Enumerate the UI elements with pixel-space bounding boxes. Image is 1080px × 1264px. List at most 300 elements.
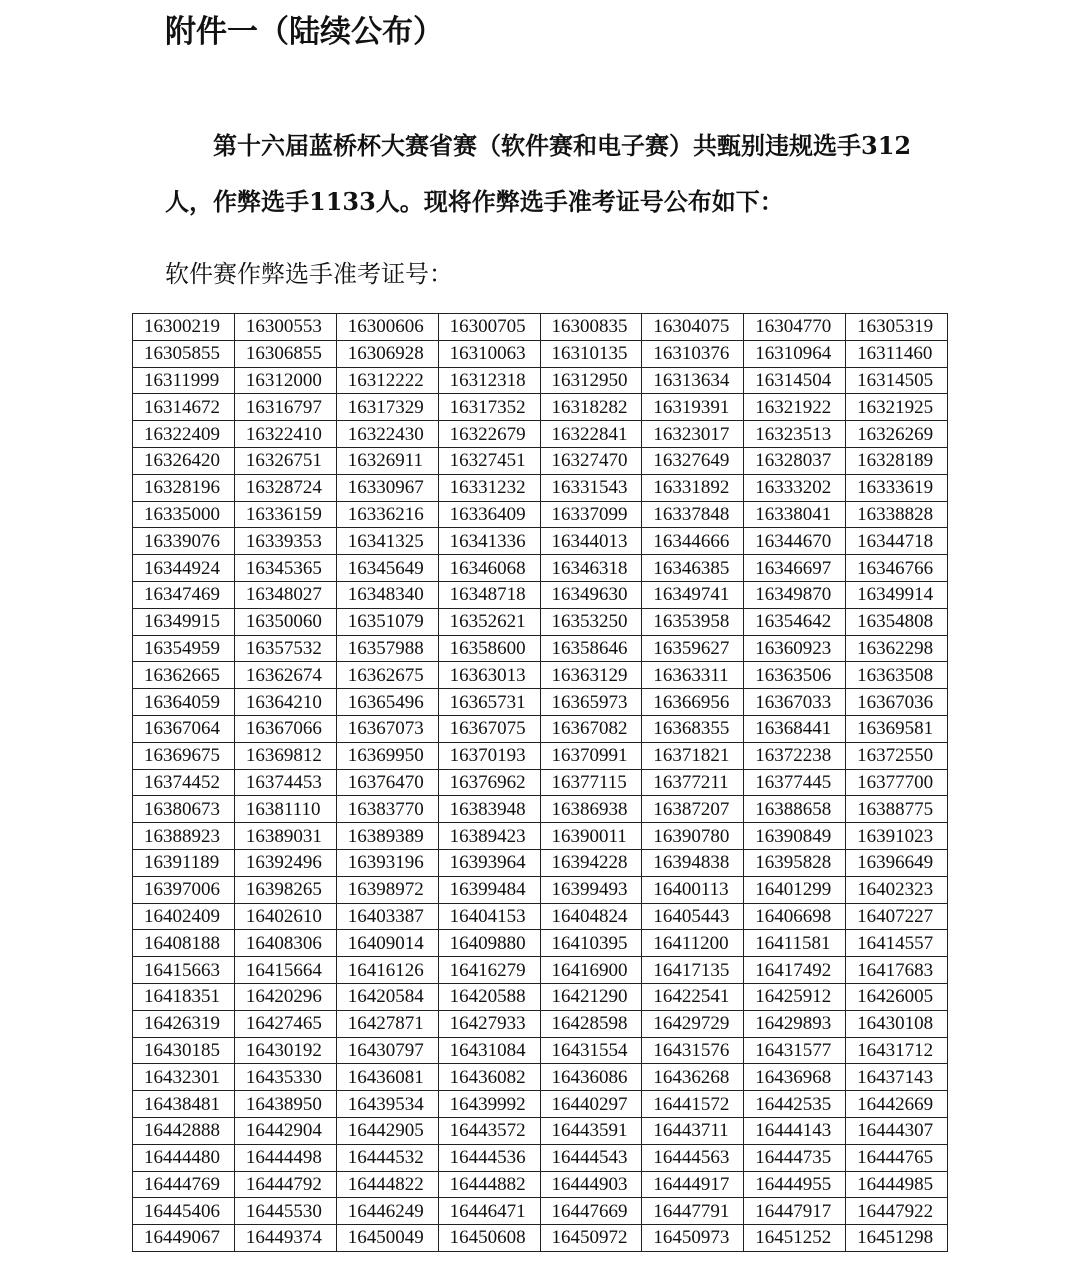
section-subheading: 软件赛作弊选手准考证号： [165, 260, 453, 288]
table-cell: 16438950 [234, 1091, 336, 1118]
table-cell: 16326751 [234, 447, 336, 474]
table-cell: 16328196 [133, 474, 235, 501]
table-cell: 16435330 [234, 1064, 336, 1091]
table-cell: 16428598 [540, 1010, 642, 1037]
table-cell: 16323513 [744, 421, 846, 448]
table-cell: 16313634 [642, 367, 744, 394]
table-cell: 16447791 [642, 1198, 744, 1225]
table-row [133, 662, 948, 689]
table-cell: 16402409 [133, 903, 235, 930]
table-cell: 16372550 [846, 742, 948, 769]
table-cell: 16402323 [846, 876, 948, 903]
table-cell: 16415663 [133, 957, 235, 984]
table-cell: 16430108 [846, 1010, 948, 1037]
table-row [133, 581, 948, 608]
table-cell: 16344670 [744, 528, 846, 555]
table-cell: 16439992 [438, 1091, 540, 1118]
table-cell: 16328189 [846, 447, 948, 474]
table-cell: 16438481 [133, 1091, 235, 1118]
table-cell: 16359627 [642, 635, 744, 662]
table-cell: 16341325 [336, 528, 438, 555]
table-cell: 16390011 [540, 823, 642, 850]
table-cell: 16348027 [234, 581, 336, 608]
table-cell: 16312950 [540, 367, 642, 394]
table-cell: 16444532 [336, 1144, 438, 1171]
table-cell: 16364059 [133, 689, 235, 716]
notice-paragraph-line-1: 第十六届蓝桥杯大赛省赛（软件赛和电子赛）共甄别违规选手312 [213, 131, 912, 160]
table-cell: 16328037 [744, 447, 846, 474]
table-cell: 16363311 [642, 662, 744, 689]
table-cell: 16339353 [234, 528, 336, 555]
table-row [133, 903, 948, 930]
table-cell: 16440297 [540, 1091, 642, 1118]
table-cell: 16314505 [846, 367, 948, 394]
table-cell: 16364210 [234, 689, 336, 716]
table-cell: 16326269 [846, 421, 948, 448]
table-row [133, 447, 948, 474]
table-cell: 16442535 [744, 1091, 846, 1118]
table-row [133, 742, 948, 769]
table-cell: 16374452 [133, 769, 235, 796]
table-cell: 16350060 [234, 608, 336, 635]
table-cell: 16411581 [744, 930, 846, 957]
table-cell: 16306855 [234, 340, 336, 367]
table-cell: 16442905 [336, 1117, 438, 1144]
table-cell: 16326911 [336, 447, 438, 474]
table-cell: 16346766 [846, 555, 948, 582]
table-cell: 16427871 [336, 1010, 438, 1037]
table-cell: 16414557 [846, 930, 948, 957]
table-cell: 16392496 [234, 849, 336, 876]
table-cell: 16391023 [846, 823, 948, 850]
table-cell: 16391189 [133, 849, 235, 876]
table-cell: 16344013 [540, 528, 642, 555]
table-cell: 16322430 [336, 421, 438, 448]
table-cell: 16402610 [234, 903, 336, 930]
table-cell: 16447917 [744, 1198, 846, 1225]
table-cell: 16417135 [642, 957, 744, 984]
table-cell: 16444143 [744, 1117, 846, 1144]
table-row [133, 957, 948, 984]
table-cell: 16446471 [438, 1198, 540, 1225]
table-cell: 16336216 [336, 501, 438, 528]
table-row [133, 1037, 948, 1064]
table-cell: 16371821 [642, 742, 744, 769]
table-cell: 16444792 [234, 1171, 336, 1198]
table-cell: 16331232 [438, 474, 540, 501]
table-cell: 16367082 [540, 715, 642, 742]
table-cell: 16426319 [133, 1010, 235, 1037]
table-cell: 16431554 [540, 1037, 642, 1064]
table-row [133, 823, 948, 850]
table-row [133, 876, 948, 903]
table-cell: 16439534 [336, 1091, 438, 1118]
table-cell: 16399493 [540, 876, 642, 903]
table-cell: 16370193 [438, 742, 540, 769]
table-cell: 16368441 [744, 715, 846, 742]
table-cell: 16422541 [642, 983, 744, 1010]
table-cell: 16327649 [642, 447, 744, 474]
table-cell: 16418351 [133, 983, 235, 1010]
table-cell: 16321925 [846, 394, 948, 421]
table-row [133, 1225, 948, 1252]
table-cell: 16376962 [438, 769, 540, 796]
table-cell: 16396649 [846, 849, 948, 876]
candidate-id-table [132, 313, 948, 1252]
table-cell: 16367073 [336, 715, 438, 742]
table-cell: 16344666 [642, 528, 744, 555]
table-cell: 16430185 [133, 1037, 235, 1064]
table-cell: 16344924 [133, 555, 235, 582]
table-cell: 16447922 [846, 1198, 948, 1225]
table-cell: 16449374 [234, 1225, 336, 1252]
table-cell: 16336159 [234, 501, 336, 528]
table-cell: 16331892 [642, 474, 744, 501]
table-cell: 16436268 [642, 1064, 744, 1091]
table-cell: 16374453 [234, 769, 336, 796]
table-cell: 16336409 [438, 501, 540, 528]
table-cell: 16354959 [133, 635, 235, 662]
table-cell: 16427933 [438, 1010, 540, 1037]
table-cell: 16409014 [336, 930, 438, 957]
table-cell: 16416900 [540, 957, 642, 984]
table-cell: 16417492 [744, 957, 846, 984]
table-cell: 16368355 [642, 715, 744, 742]
table-cell: 16317352 [438, 394, 540, 421]
table-cell: 16300835 [540, 314, 642, 341]
table-cell: 16321922 [744, 394, 846, 421]
table-cell: 16314672 [133, 394, 235, 421]
table-cell: 16337848 [642, 501, 744, 528]
table-row [133, 474, 948, 501]
table-cell: 16347469 [133, 581, 235, 608]
table-row [133, 501, 948, 528]
table-row [133, 849, 948, 876]
table-cell: 16366956 [642, 689, 744, 716]
table-cell: 16362298 [846, 635, 948, 662]
table-cell: 16351079 [336, 608, 438, 635]
table-cell: 16426005 [846, 983, 948, 1010]
table-cell: 16348340 [336, 581, 438, 608]
table-cell: 16400113 [642, 876, 744, 903]
table-cell: 16323017 [642, 421, 744, 448]
table-cell: 16388923 [133, 823, 235, 850]
table-cell: 16300553 [234, 314, 336, 341]
table-cell: 16363013 [438, 662, 540, 689]
table-cell: 16444985 [846, 1171, 948, 1198]
table-row [133, 314, 948, 341]
table-cell: 16369581 [846, 715, 948, 742]
table-cell: 16436081 [336, 1064, 438, 1091]
table-cell: 16363129 [540, 662, 642, 689]
table-cell: 16337099 [540, 501, 642, 528]
table-cell: 16444307 [846, 1117, 948, 1144]
table-cell: 16450973 [642, 1225, 744, 1252]
table-cell: 16388775 [846, 796, 948, 823]
table-cell: 16322409 [133, 421, 235, 448]
table-cell: 16377700 [846, 769, 948, 796]
table-row [133, 1171, 948, 1198]
table-cell: 16354642 [744, 608, 846, 635]
table-cell: 16377445 [744, 769, 846, 796]
table-cell: 16401299 [744, 876, 846, 903]
table-cell: 16349870 [744, 581, 846, 608]
table-row [133, 1198, 948, 1225]
table-cell: 16408306 [234, 930, 336, 957]
table-cell: 16376470 [336, 769, 438, 796]
table-cell: 16394228 [540, 849, 642, 876]
table-cell: 16387207 [642, 796, 744, 823]
table-cell: 16346697 [744, 555, 846, 582]
table-cell: 16310964 [744, 340, 846, 367]
table-cell: 16451298 [846, 1225, 948, 1252]
table-cell: 16310376 [642, 340, 744, 367]
table-cell: 16386938 [540, 796, 642, 823]
table-cell: 16436086 [540, 1064, 642, 1091]
table-row [133, 796, 948, 823]
table-row [133, 689, 948, 716]
table-cell: 16335000 [133, 501, 235, 528]
table-cell: 16339076 [133, 528, 235, 555]
table-cell: 16395828 [744, 849, 846, 876]
table-cell: 16444955 [744, 1171, 846, 1198]
table-cell: 16328724 [234, 474, 336, 501]
table-cell: 16330967 [336, 474, 438, 501]
table-row [133, 421, 948, 448]
table-cell: 16322410 [234, 421, 336, 448]
table-cell: 16450608 [438, 1225, 540, 1252]
table-cell: 16427465 [234, 1010, 336, 1037]
table-cell: 16430192 [234, 1037, 336, 1064]
table-cell: 16305319 [846, 314, 948, 341]
table-cell: 16411200 [642, 930, 744, 957]
table-cell: 16425912 [744, 983, 846, 1010]
table-cell: 16311460 [846, 340, 948, 367]
table-cell: 16407227 [846, 903, 948, 930]
table-cell: 16353958 [642, 608, 744, 635]
table-cell: 16354808 [846, 608, 948, 635]
table-cell: 16316797 [234, 394, 336, 421]
table-cell: 16441572 [642, 1091, 744, 1118]
table-cell: 16416126 [336, 957, 438, 984]
table-cell: 16306928 [336, 340, 438, 367]
table-cell: 16300705 [438, 314, 540, 341]
table-row [133, 930, 948, 957]
table-cell: 16362674 [234, 662, 336, 689]
table-cell: 16352621 [438, 608, 540, 635]
table-row [133, 1010, 948, 1037]
table-cell: 16450049 [336, 1225, 438, 1252]
table-cell: 16444563 [642, 1144, 744, 1171]
table-cell: 16349630 [540, 581, 642, 608]
table-cell: 16353250 [540, 608, 642, 635]
table-cell: 16365973 [540, 689, 642, 716]
table-row [133, 635, 948, 662]
table-cell: 16358646 [540, 635, 642, 662]
table-cell: 16370991 [540, 742, 642, 769]
table-cell: 16363506 [744, 662, 846, 689]
table-row [133, 528, 948, 555]
table-cell: 16442904 [234, 1117, 336, 1144]
table-cell: 16446249 [336, 1198, 438, 1225]
table-cell: 16404824 [540, 903, 642, 930]
table-cell: 16369675 [133, 742, 235, 769]
table-cell: 16349741 [642, 581, 744, 608]
table-cell: 16436082 [438, 1064, 540, 1091]
table-cell: 16304075 [642, 314, 744, 341]
table-cell: 16357532 [234, 635, 336, 662]
table-cell: 16393964 [438, 849, 540, 876]
table-cell: 16445530 [234, 1198, 336, 1225]
table-cell: 16388658 [744, 796, 846, 823]
candidate-id-table-body [133, 314, 948, 1252]
table-cell: 16389423 [438, 823, 540, 850]
table-cell: 16429729 [642, 1010, 744, 1037]
table-cell: 16344718 [846, 528, 948, 555]
table-cell: 16416279 [438, 957, 540, 984]
table-row [133, 394, 948, 421]
table-cell: 16318282 [540, 394, 642, 421]
table-cell: 16310063 [438, 340, 540, 367]
table-cell: 16404153 [438, 903, 540, 930]
table-row [133, 608, 948, 635]
table-cell: 16444536 [438, 1144, 540, 1171]
table-cell: 16365496 [336, 689, 438, 716]
table-cell: 16444917 [642, 1171, 744, 1198]
table-cell: 16304770 [744, 314, 846, 341]
table-cell: 16312222 [336, 367, 438, 394]
table-cell: 16390849 [744, 823, 846, 850]
table-cell: 16362675 [336, 662, 438, 689]
table-cell: 16310135 [540, 340, 642, 367]
table-cell: 16406698 [744, 903, 846, 930]
table-cell: 16449067 [133, 1225, 235, 1252]
table-cell: 16444765 [846, 1144, 948, 1171]
table-cell: 16311999 [133, 367, 235, 394]
table-cell: 16409880 [438, 930, 540, 957]
table-row [133, 983, 948, 1010]
table-cell: 16317329 [336, 394, 438, 421]
table-cell: 16363508 [846, 662, 948, 689]
table-cell: 16445406 [133, 1198, 235, 1225]
table-cell: 16432301 [133, 1064, 235, 1091]
table-cell: 16431712 [846, 1037, 948, 1064]
table-row [133, 555, 948, 582]
table-cell: 16444903 [540, 1171, 642, 1198]
table-cell: 16442669 [846, 1091, 948, 1118]
table-cell: 16333202 [744, 474, 846, 501]
table-cell: 16331543 [540, 474, 642, 501]
table-cell: 16367064 [133, 715, 235, 742]
table-cell: 16312318 [438, 367, 540, 394]
table-cell: 16377115 [540, 769, 642, 796]
notice-paragraph [165, 118, 925, 230]
table-cell: 16405443 [642, 903, 744, 930]
page-title: 附件一（陆续公布） [165, 14, 444, 50]
table-cell: 16420584 [336, 983, 438, 1010]
table-cell: 16383770 [336, 796, 438, 823]
table-row [133, 1091, 948, 1118]
table-cell: 16358600 [438, 635, 540, 662]
table-cell: 16362665 [133, 662, 235, 689]
table-cell: 16346068 [438, 555, 540, 582]
table-row [133, 1064, 948, 1091]
table-cell: 16327470 [540, 447, 642, 474]
table-cell: 16431576 [642, 1037, 744, 1064]
table-row [133, 769, 948, 796]
table-cell: 16451252 [744, 1225, 846, 1252]
table-row [133, 340, 948, 367]
table-cell: 16398265 [234, 876, 336, 903]
table-cell: 16444498 [234, 1144, 336, 1171]
table-cell: 16430797 [336, 1037, 438, 1064]
table-cell: 16322841 [540, 421, 642, 448]
table-cell: 16429893 [744, 1010, 846, 1037]
table-cell: 16420588 [438, 983, 540, 1010]
table-cell: 16345365 [234, 555, 336, 582]
table-cell: 16360923 [744, 635, 846, 662]
table-cell: 16421290 [540, 983, 642, 1010]
table-cell: 16367066 [234, 715, 336, 742]
table-cell: 16338041 [744, 501, 846, 528]
table-cell: 16365731 [438, 689, 540, 716]
table-cell: 16397006 [133, 876, 235, 903]
table-cell: 16346385 [642, 555, 744, 582]
table-cell: 16444480 [133, 1144, 235, 1171]
table-cell: 16319391 [642, 394, 744, 421]
table-cell: 16431577 [744, 1037, 846, 1064]
table-cell: 16333619 [846, 474, 948, 501]
table-cell: 16403387 [336, 903, 438, 930]
table-cell: 16357988 [336, 635, 438, 662]
table-cell: 16345649 [336, 555, 438, 582]
table-cell: 16443572 [438, 1117, 540, 1144]
table-cell: 16300606 [336, 314, 438, 341]
table-cell: 16420296 [234, 983, 336, 1010]
table-cell: 16348718 [438, 581, 540, 608]
table-cell: 16450972 [540, 1225, 642, 1252]
table-cell: 16305855 [133, 340, 235, 367]
table-cell: 16436968 [744, 1064, 846, 1091]
table-cell: 16369950 [336, 742, 438, 769]
table-cell: 16394838 [642, 849, 744, 876]
table-cell: 16327451 [438, 447, 540, 474]
table-cell: 16367036 [846, 689, 948, 716]
table-cell: 16408188 [133, 930, 235, 957]
table-cell: 16381110 [234, 796, 336, 823]
table-cell: 16367075 [438, 715, 540, 742]
table-cell: 16349915 [133, 608, 235, 635]
table-cell: 16410395 [540, 930, 642, 957]
table-cell: 16300219 [133, 314, 235, 341]
table-cell: 16341336 [438, 528, 540, 555]
table-cell: 16349914 [846, 581, 948, 608]
table-row [133, 1117, 948, 1144]
table-cell: 16443711 [642, 1117, 744, 1144]
table-cell: 16383948 [438, 796, 540, 823]
table-cell: 16444882 [438, 1171, 540, 1198]
table-cell: 16389031 [234, 823, 336, 850]
table-row [133, 715, 948, 742]
table-cell: 16398972 [336, 876, 438, 903]
table-cell: 16437143 [846, 1064, 948, 1091]
table-cell: 16369812 [234, 742, 336, 769]
table-cell: 16346318 [540, 555, 642, 582]
table-cell: 16444769 [133, 1171, 235, 1198]
table-cell: 16377211 [642, 769, 744, 796]
table-cell: 16338828 [846, 501, 948, 528]
table-cell: 16367033 [744, 689, 846, 716]
